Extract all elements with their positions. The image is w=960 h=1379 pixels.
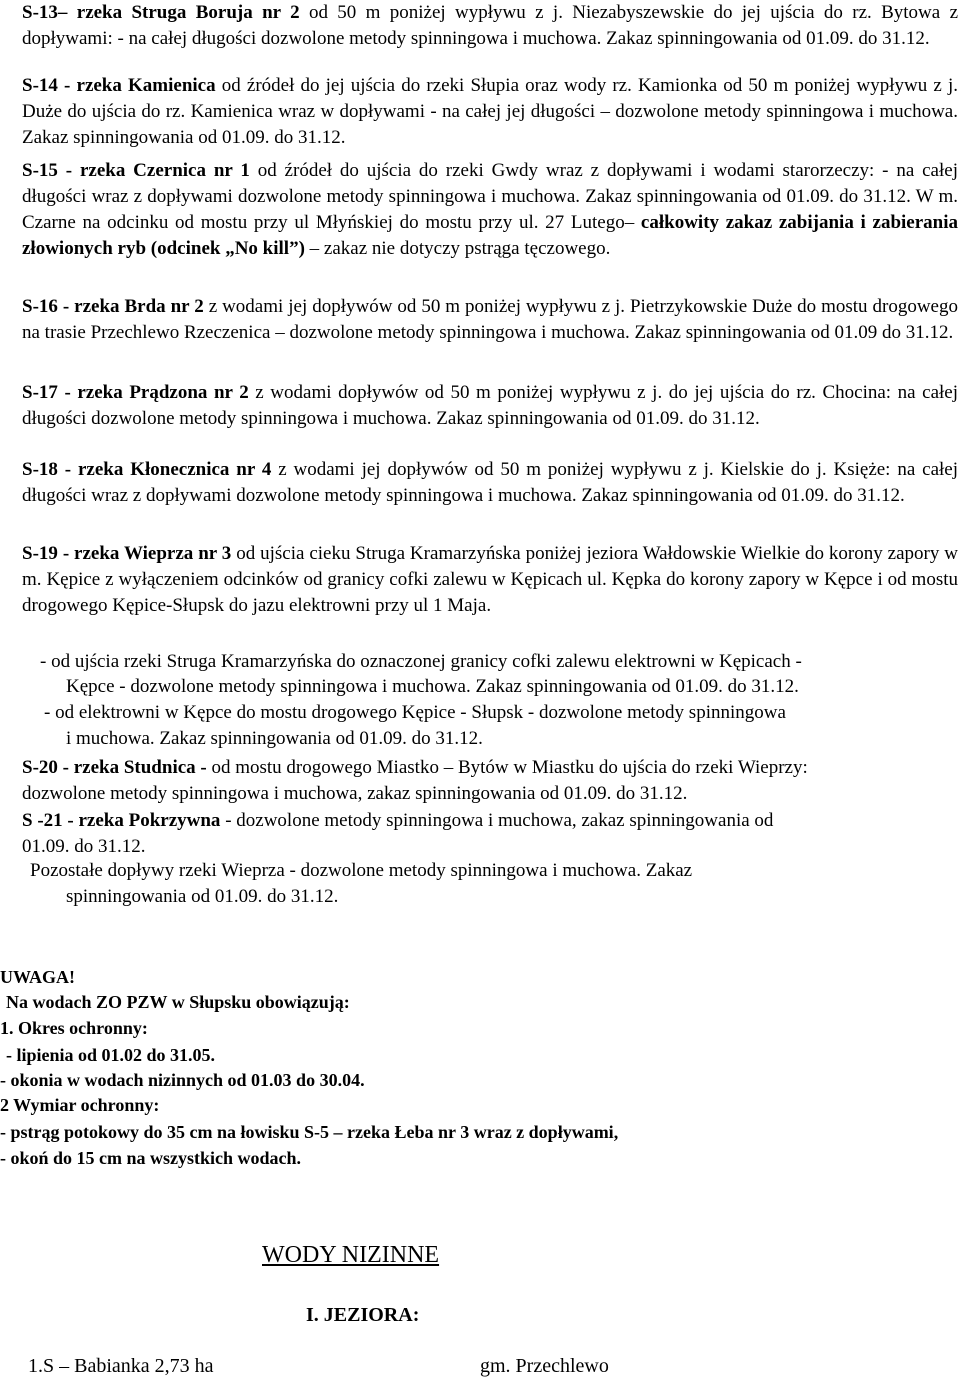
entry-s21-line-1 (22, 808, 922, 834)
entry-title: - rzeka Pokrzywna (62, 810, 221, 831)
entry-s17 (22, 380, 958, 432)
entry-title: - rzeka Studnica - (57, 757, 207, 778)
s19-item-1-line-2: Kępce - dozwolone metody spinningowa i muchowa. Zakaz spinningowania od 01.09. do 31.12. (66, 676, 799, 697)
s19-item-1-line-1: - od ujścia rzeki Struga Kramarzyńska do oznaczonej granicy cofki zalewu elektrowni w Kępicach - (40, 651, 802, 672)
entry-code: S-17 (22, 382, 58, 403)
other-tributaries-line-2: spinningowania od 01.09. do 31.12. (66, 886, 339, 907)
entry-text: z wodami dopływów od 50 m poniżej wypływu z j. do jej ujścia do rz. Chocina: na całej długości dozwolone metody spinningowa i muchowa. Zakaz spinningowania od 01.09. do 31.12. (22, 382, 958, 429)
entry-title: - rzeka Kamienica (57, 75, 216, 96)
entry-s16 (22, 294, 958, 346)
s19-item-2-line-2: i muchowa. Zakaz spinningowania od 01.09. do 31.12. (66, 728, 483, 749)
season-item-perch: - okonia w wodach nizinnych od 01.03 do 30.04. (0, 1070, 365, 1090)
section-subheading: I. JEZIORA: (306, 1304, 420, 1326)
entry-text: od źródeł do jej ujścia do rzeki Słupia oraz wody rz. Kamionka od 50 m poniżej wypływu z j. Duże do ujścia do rz. Kamienica wraz w dopływami - na całej jej długości – dozwolone metody spinningowa i muchowa. Zakaz spinningowania od 01.09. do 31.12. (22, 75, 958, 148)
entry-text: - dozwolone metody spinningowa i muchowa, zakaz spinningowania od (220, 810, 774, 831)
entry-text: – zakaz nie dotyczy pstrąga tęczowego. (304, 238, 611, 259)
entry-title: - rzeka Wieprza nr 3 (57, 543, 232, 564)
entry-code: S-13 (22, 2, 58, 23)
entry-code: S-14 (22, 75, 58, 96)
no-kill-rule: całkowity zakaz zabijania i zabierania złowionych ryb (odcinek „No kill”) (22, 212, 958, 259)
size-item-perch: - okoń do 15 cm na wszystkich wodach. (0, 1148, 302, 1168)
entry-code: S-19 (22, 543, 58, 564)
entry-text: od ujścia cieku Struga Kramarzyńska poniżej jeziora Wałdowskie Wielkie do korony zapory w m. Kępice z wyłączeniem odcinków od granicy cofki zalewu w Kępicach ul. Kępka do korony zapory w Kępce i od mostu drogowego Kępice-Słupsk do jazu elektrowni przy ul 1 Maja. (22, 543, 958, 616)
entry-text: od 50 m poniżej wypływu z j. Niezabyszewskie do jej ujścia do rz. Bytowa z dopływami: - na całej długości dozwolone metody spinningowa i muchowa. Zakaz spinningowania od 01.09. do 31.12. (22, 2, 958, 49)
entry-s13 (22, 0, 958, 52)
entry-title: - rzeka Brda nr 2 (57, 296, 204, 317)
entry-text: z wodami jej dopływów od 50 m poniżej wypływu z j. Kielskie do j. Księże: na całej długości wraz z dopływami dozwolone metody spinningowa i muchowa. Zakaz spinningowania od 01.09. do 31.12. (22, 459, 958, 506)
entry-s21-line-2: 01.09. do 31.12. (22, 836, 146, 857)
entry-code: S -21 (22, 810, 63, 831)
s19-item-2-line-1: - od elektrowni w Kępce do mostu drogowego Kępice - Słupsk - dozwolone metody spinningowa (44, 702, 786, 723)
season-title: 1. Okres ochronny: (0, 1018, 148, 1038)
entry-title: - rzeka Kłonecznica nr 4 (57, 459, 272, 480)
size-item-trout: - pstrąg potokowy do 35 cm na łowisku S-5 – rzeka Łeba nr 3 wraz z dopływami, (0, 1122, 619, 1142)
entry-s19 (22, 541, 958, 619)
entry-text: od źródeł do ujścia do rzeki Gwdy wraz z dopływami i wodami starorzeczy: - na całej długości wraz z dopływami dozwolone metody spinningowa i muchowa. Zakaz spinningowania od 01.09. do 31.12. W m. Czarne na odcinku od mostu przy ul Młyńskiej do mostu przy ul. 27 Lutego– (22, 160, 958, 233)
entry-title: - rzeka Prądzona nr 2 (57, 382, 249, 403)
season-item-grayling: - lipienia od 01.02 do 31.05. (6, 1045, 216, 1065)
entry-s15 (22, 158, 958, 262)
warning-title: UWAGA! (0, 967, 75, 987)
entry-s18 (22, 457, 958, 509)
warning-intro: Na wodach ZO PZW w Słupsku obowiązują: (6, 992, 350, 1012)
entry-code: S-20 (22, 757, 58, 778)
entry-s14 (22, 73, 958, 151)
entry-text: z wodami jej dopływów od 50 m poniżej wypływu z j. Pietrzykowskie Duże do mostu drogowego na trasie Przechlewo Rzeczenica – dozwolone metody spinningowa i muchowa. Zakaz spinningowania od 01.09 do 31.12. (22, 296, 958, 343)
entry-text: od mostu drogowego Miastko – Bytów w Miastku do ujścia do rzeki Wieprzy: (206, 757, 808, 778)
lake-name: 1.S – Babianka 2,73 ha (28, 1355, 214, 1377)
entry-code: S-15 (22, 160, 58, 181)
entry-s20-line-2: dozwolone metody spinningowa i muchowa, zakaz spinningowania od 01.09. do 31.12. (22, 783, 688, 804)
entry-code: S-16 (22, 296, 58, 317)
entry-s20-line-1 (22, 755, 922, 781)
other-tributaries-line-1: Pozostałe dopływy rzeki Wieprza - dozwolone metody spinningowa i muchowa. Zakaz (30, 860, 693, 881)
entry-title: - rzeka Czernica nr 1 (57, 160, 250, 181)
size-title: 2 Wymiar ochronny: (0, 1095, 160, 1115)
entry-title: – rzeka Struga Boruja nr 2 (57, 2, 300, 23)
lake-gmina: gm. Przechlewo (480, 1355, 609, 1377)
entry-code: S-18 (22, 459, 58, 480)
section-heading: WODY NIZINNE (262, 1242, 440, 1268)
